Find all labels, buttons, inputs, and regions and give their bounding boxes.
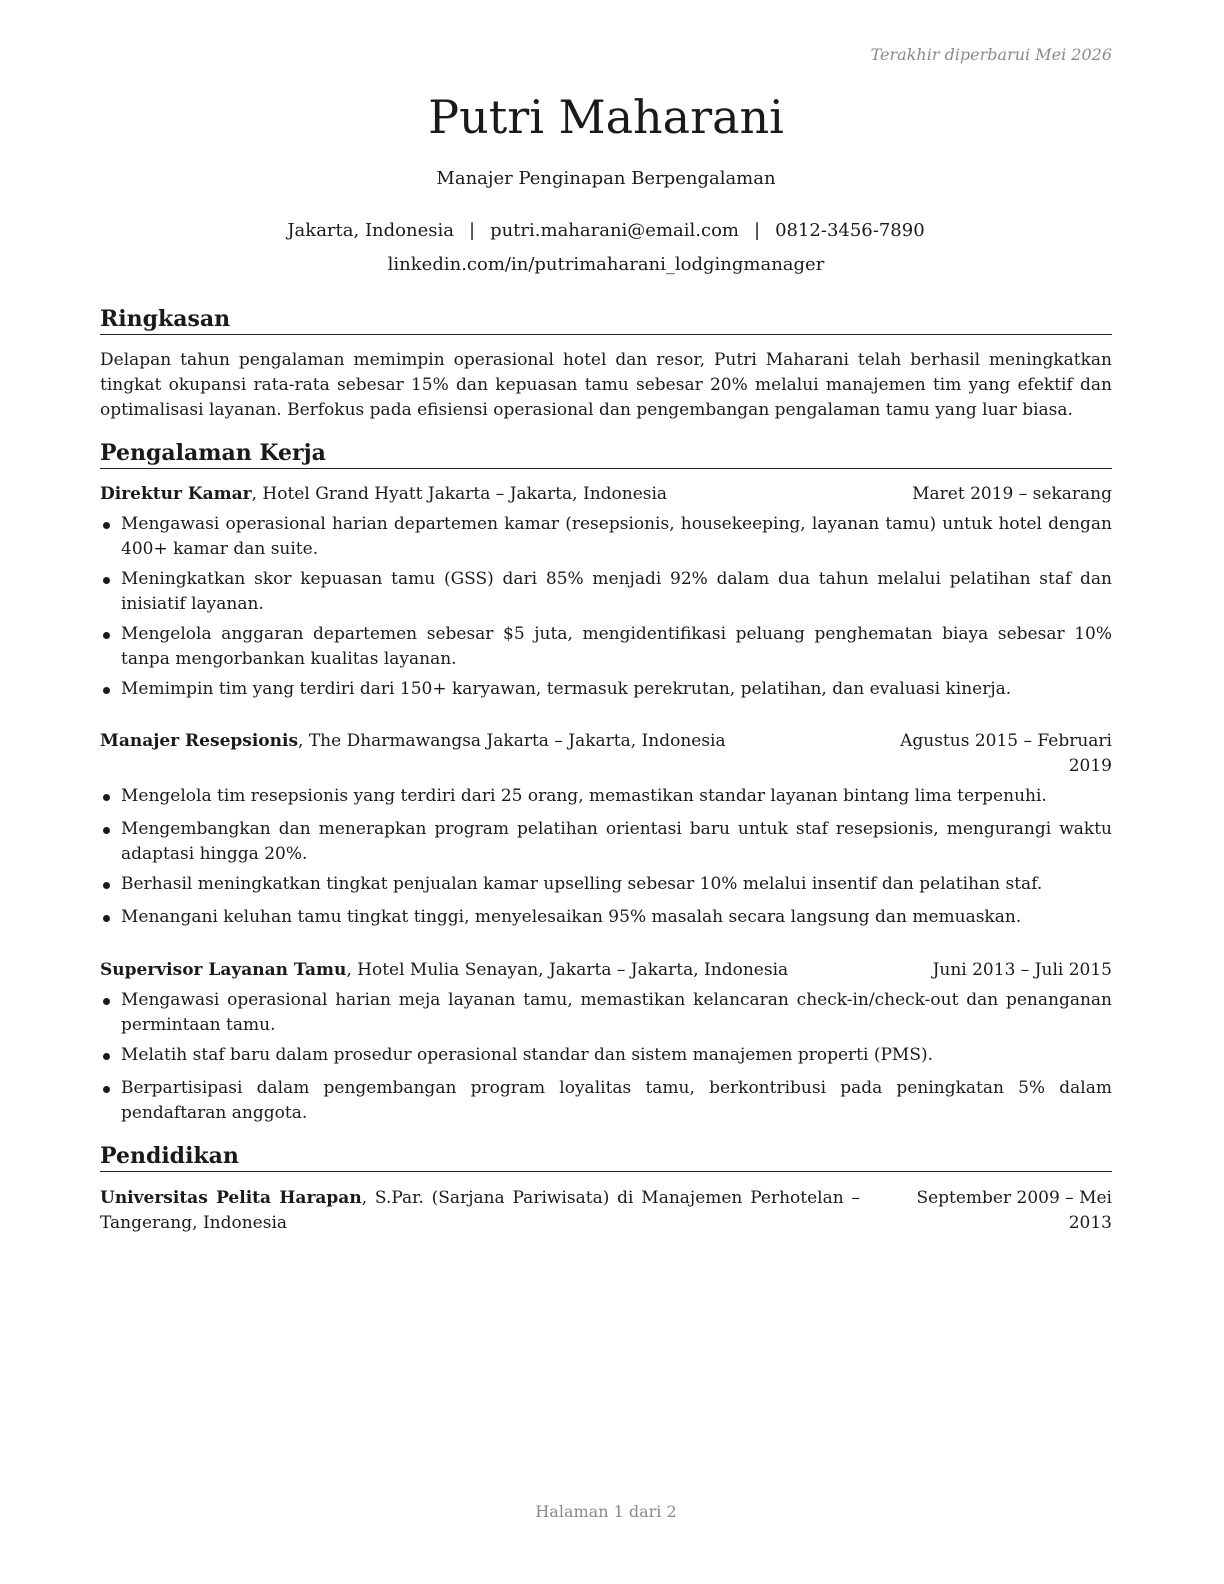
last-updated-note: Terakhir diperbarui Mei 2026 [870, 45, 1112, 64]
list-item: Menangani keluhan tamu tingkat tinggi, menyelesaikan 95% masalah secara langsung dan memuaskan. [100, 905, 1112, 930]
education-entry [100, 1186, 1112, 1236]
resume-page [100, 0, 1112, 1584]
job-dates: Maret 2019 – sekarang [912, 484, 1112, 504]
list-item: Mengawasi operasional harian departemen kamar (resepsionis, housekeeping, layanan tamu) untuk hotel dengan 400+ kamar dan suite. [100, 512, 1112, 562]
list-item: Meningkatkan skor kepuasan tamu (GSS) dari 85% menjadi 92% dalam dua tahun melalui pelatihan staf dan inisiatif layanan. [100, 567, 1112, 617]
contact-separator: | [468, 220, 476, 241]
page-number: Halaman 1 dari 2 [535, 1502, 677, 1521]
candidate-name: Putri Maharani [428, 90, 784, 144]
job-role: Manajer Resepsionis [100, 731, 299, 751]
job-header [100, 729, 1112, 779]
contact-location: Jakarta, Indonesia [287, 220, 454, 241]
list-item: Mengelola tim resepsionis yang terdiri dari 25 orang, memastikan standar layanan bintang lima terpenuhi. [100, 784, 1112, 809]
list-item: Mengembangkan dan menerapkan program pelatihan orientasi baru untuk staf resepsionis, mengurangi waktu adaptasi hingga 20%. [100, 817, 1112, 867]
contact-separator: | [753, 220, 761, 241]
list-item: Berpartisipasi dalam pengembangan program loyalitas tamu, berkontribusi pada peningkatan 5% dalam pendaftaran anggota. [100, 1076, 1112, 1126]
job-header [100, 482, 1112, 507]
section-title-summary: Ringkasan [100, 305, 1112, 335]
summary-text: Delapan tahun pengalaman memimpin operasional hotel dan resor, Putri Maharani telah berhasil meningkatkan tingkat okupansi rata-rata sebesar 15% dan kepuasan tamu sebesar 20% melalui manajemen tim yang efektif dan optimalisasi layanan. Berfokus pada efisiensi operasional dan pengembangan pengalaman tamu yang luar biasa. [100, 350, 1112, 420]
list-item: Mengawasi operasional harian meja layanan tamu, memastikan kelancaran check-in/check-out dan penanganan permintaan tamu. [100, 988, 1112, 1038]
job-header [100, 958, 1112, 983]
job-dates: Agustus 2015 – Februari 2019 [900, 731, 1112, 776]
job-organization: , Hotel Grand Hyatt Jakarta – Jakarta, Indonesia [251, 484, 668, 504]
job-bullets [100, 988, 1112, 1126]
section-title-experience: Pengalaman Kerja [100, 439, 1112, 469]
list-item: Berhasil meningkatkan tingkat penjualan kamar upselling sebesar 10% melalui insentif dan pelatihan staf. [100, 872, 1112, 897]
list-item: Mengelola anggaran departemen sebesar $5 juta, mengidentifikasi peluang penghematan biaya sebesar 10% tanpa mengorbankan kualitas layanan. [100, 622, 1112, 672]
job-dates: Juni 2013 – Juli 2015 [932, 960, 1112, 980]
job-role: Direktur Kamar [100, 484, 252, 504]
job-organization: , Hotel Mulia Senayan, Jakarta – Jakarta, Indonesia [346, 960, 789, 980]
education-degree: , S.Par. (Sarjana Pariwisata) di Manajemen Perhotelan – Tangerang, Indonesia [100, 1188, 860, 1233]
job-organization: , The Dharmawangsa Jakarta – Jakarta, Indonesia [298, 731, 726, 751]
education-dates: September 2009 – Mei 2013 [916, 1188, 1112, 1233]
contact-line [100, 219, 1112, 243]
job-role: Supervisor Layanan Tamu [100, 960, 347, 980]
linkedin-link[interactable]: linkedin.com/in/putrimaharani_lodgingmanager [387, 254, 825, 275]
education-school: Universitas Pelita Harapan [100, 1188, 362, 1208]
job-bullets [100, 784, 1112, 930]
contact-email[interactable]: putri.maharani@email.com [490, 220, 739, 241]
contact-phone: 0812-3456-7890 [775, 220, 925, 241]
list-item: Memimpin tim yang terdiri dari 150+ karyawan, termasuk perekrutan, pelatihan, dan evaluasi kinerja. [100, 677, 1112, 702]
section-title-education: Pendidikan [100, 1142, 1112, 1172]
candidate-tagline: Manajer Penginapan Berpengalaman [436, 168, 776, 189]
job-bullets [100, 512, 1112, 702]
list-item: Melatih staf baru dalam prosedur operasional standar dan sistem manajemen properti (PMS). [100, 1043, 1112, 1068]
